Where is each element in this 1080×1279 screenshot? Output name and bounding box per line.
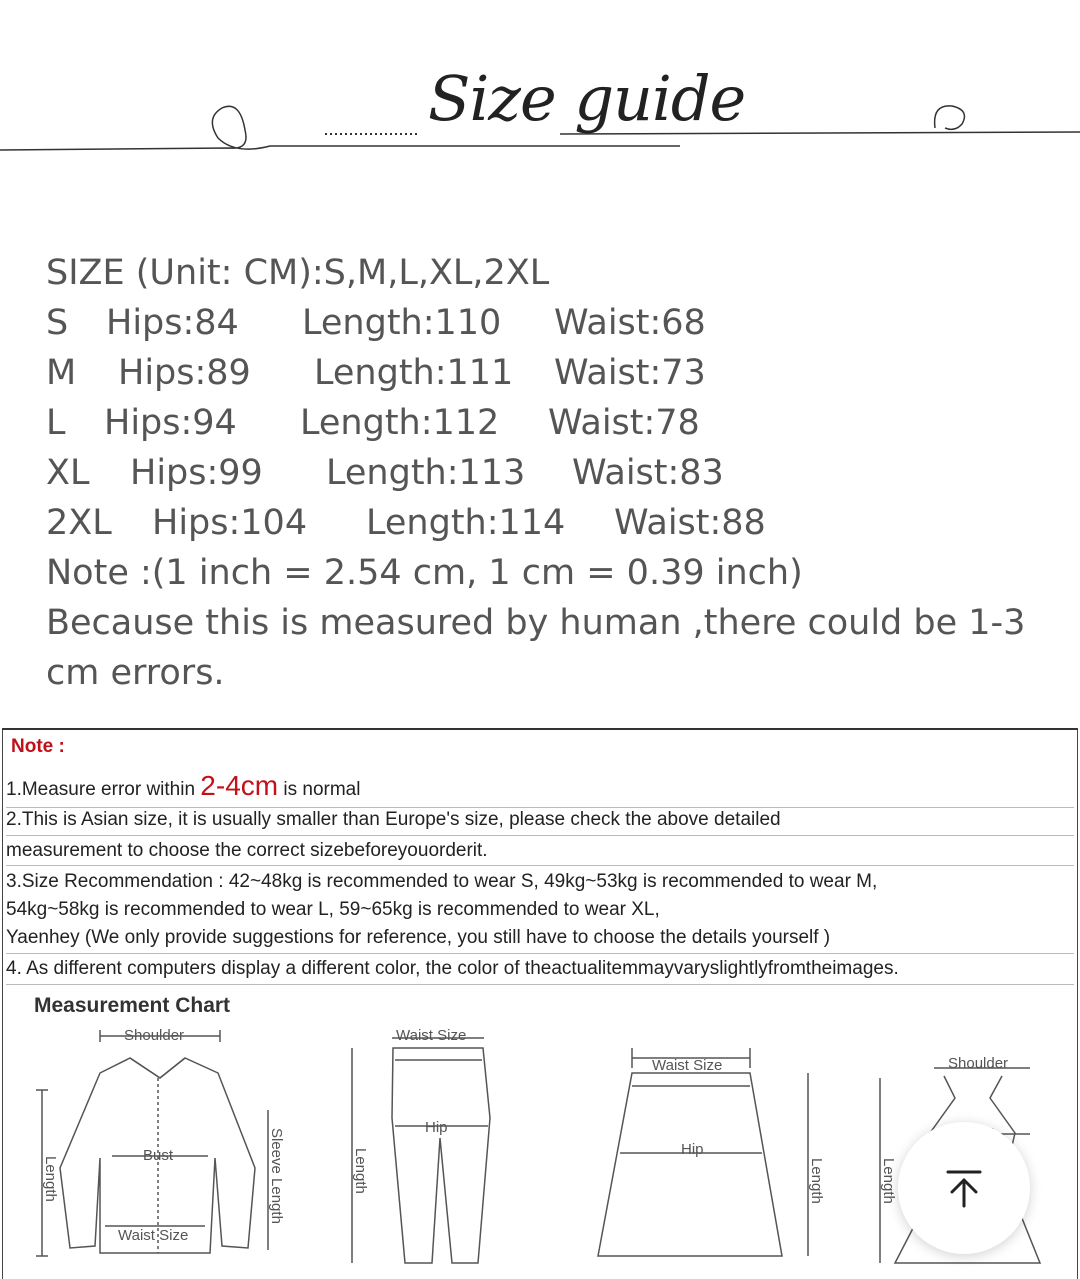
size-row-2xl xyxy=(46,498,1046,548)
size-guide-header xyxy=(0,0,1080,180)
arrow-up-to-line-icon xyxy=(942,1166,986,1210)
size-label: S xyxy=(46,303,69,343)
pants-diagram xyxy=(352,1038,490,1263)
size-info xyxy=(46,248,1046,698)
length-value: Length:113 xyxy=(326,453,526,493)
note-line-2b: measurement to choose the correct sizebeforeyouorderit. xyxy=(6,840,488,861)
note-line-2a: 2.This is Asian size, it is usually smaller than Europe's size, please check the above detailed xyxy=(6,809,781,830)
size-row-xl xyxy=(46,448,1046,498)
bust-label: Bust xyxy=(143,1147,174,1164)
note-line-1-suffix: is normal xyxy=(278,779,361,800)
note-label: Note : xyxy=(11,736,65,757)
length-value: Length:110 xyxy=(302,303,502,343)
waist-size-label: Waist Size xyxy=(118,1227,189,1244)
size-label: M xyxy=(46,353,77,393)
sleeve-length-label: Sleeve Length xyxy=(268,1128,285,1224)
length-value: Length:111 xyxy=(314,353,514,393)
size-row-l xyxy=(46,398,1046,448)
waist-size-label: Waist Size xyxy=(396,1027,467,1044)
length-value: Length:114 xyxy=(366,503,566,543)
size-heading: SIZE (Unit: CM):S,M,L,XL,2XL xyxy=(46,253,550,293)
divider xyxy=(6,835,1074,836)
divider xyxy=(6,984,1074,985)
size-label: 2XL xyxy=(46,503,112,543)
size-label: L xyxy=(46,403,66,443)
conversion-note: Note :(1 inch = 2.54 cm, 1 cm = 0.39 inch) xyxy=(46,553,803,593)
waist-value: Waist:83 xyxy=(572,453,724,493)
divider xyxy=(6,953,1074,954)
length-label: Length xyxy=(880,1158,897,1204)
size-label: XL xyxy=(46,453,90,493)
size-row-m xyxy=(46,348,1046,398)
note-line-3c: Yaenhey (We only provide suggestions for reference, you still have to choose the details yourself ) xyxy=(6,927,831,948)
shirt-diagram xyxy=(36,1030,268,1256)
waist-value: Waist:78 xyxy=(548,403,700,443)
note-line-3b: 54kg~58kg is recommended to wear L, 59~65kg is recommended to wear XL, xyxy=(6,899,660,920)
length-value: Length:112 xyxy=(300,403,500,443)
waist-size-label: Waist Size xyxy=(652,1057,723,1074)
length-label: Length xyxy=(42,1156,59,1202)
shoulder-label: Shoulder xyxy=(124,1027,185,1044)
waist-value: Waist:88 xyxy=(614,503,766,543)
measurement-disclaimer: Because this is measured by human ,there could be 1-3 cm errors. xyxy=(46,603,1026,693)
page-title: Size guide xyxy=(428,62,746,135)
waist-value: Waist:73 xyxy=(554,353,706,393)
hips-value: Hips:99 xyxy=(130,453,263,493)
hip-label: Hip xyxy=(681,1141,704,1158)
shoulder-label: Shoulder xyxy=(948,1055,1009,1072)
hips-value: Hips:94 xyxy=(104,403,237,443)
note-line-3a: 3.Size Recommendation : 42~48kg is recommended to wear S, 49kg~53kg is recommended to wear M, xyxy=(6,871,878,892)
length-label: Length xyxy=(352,1148,369,1194)
length-label: Length xyxy=(808,1158,825,1204)
hips-value: Hips:89 xyxy=(118,353,251,393)
error-range-highlight: 2-4cm xyxy=(200,770,279,801)
back-to-top-button[interactable] xyxy=(898,1122,1030,1254)
divider xyxy=(6,865,1074,866)
hips-value: Hips:104 xyxy=(152,503,308,543)
waist-value: Waist:68 xyxy=(554,303,706,343)
note-line-1-prefix: 1.Measure error within xyxy=(6,779,201,800)
measurement-chart-title: Measurement Chart xyxy=(34,994,231,1017)
divider xyxy=(6,807,1074,808)
hips-value: Hips:84 xyxy=(106,303,239,343)
hip-label: Hip xyxy=(425,1119,448,1136)
note-line-1 xyxy=(6,770,360,802)
size-row-s xyxy=(46,298,1046,348)
note-line-4: 4. As different computers display a different color, the color of theactualitemmayvaryslightlyfromtheimages. xyxy=(6,958,899,979)
